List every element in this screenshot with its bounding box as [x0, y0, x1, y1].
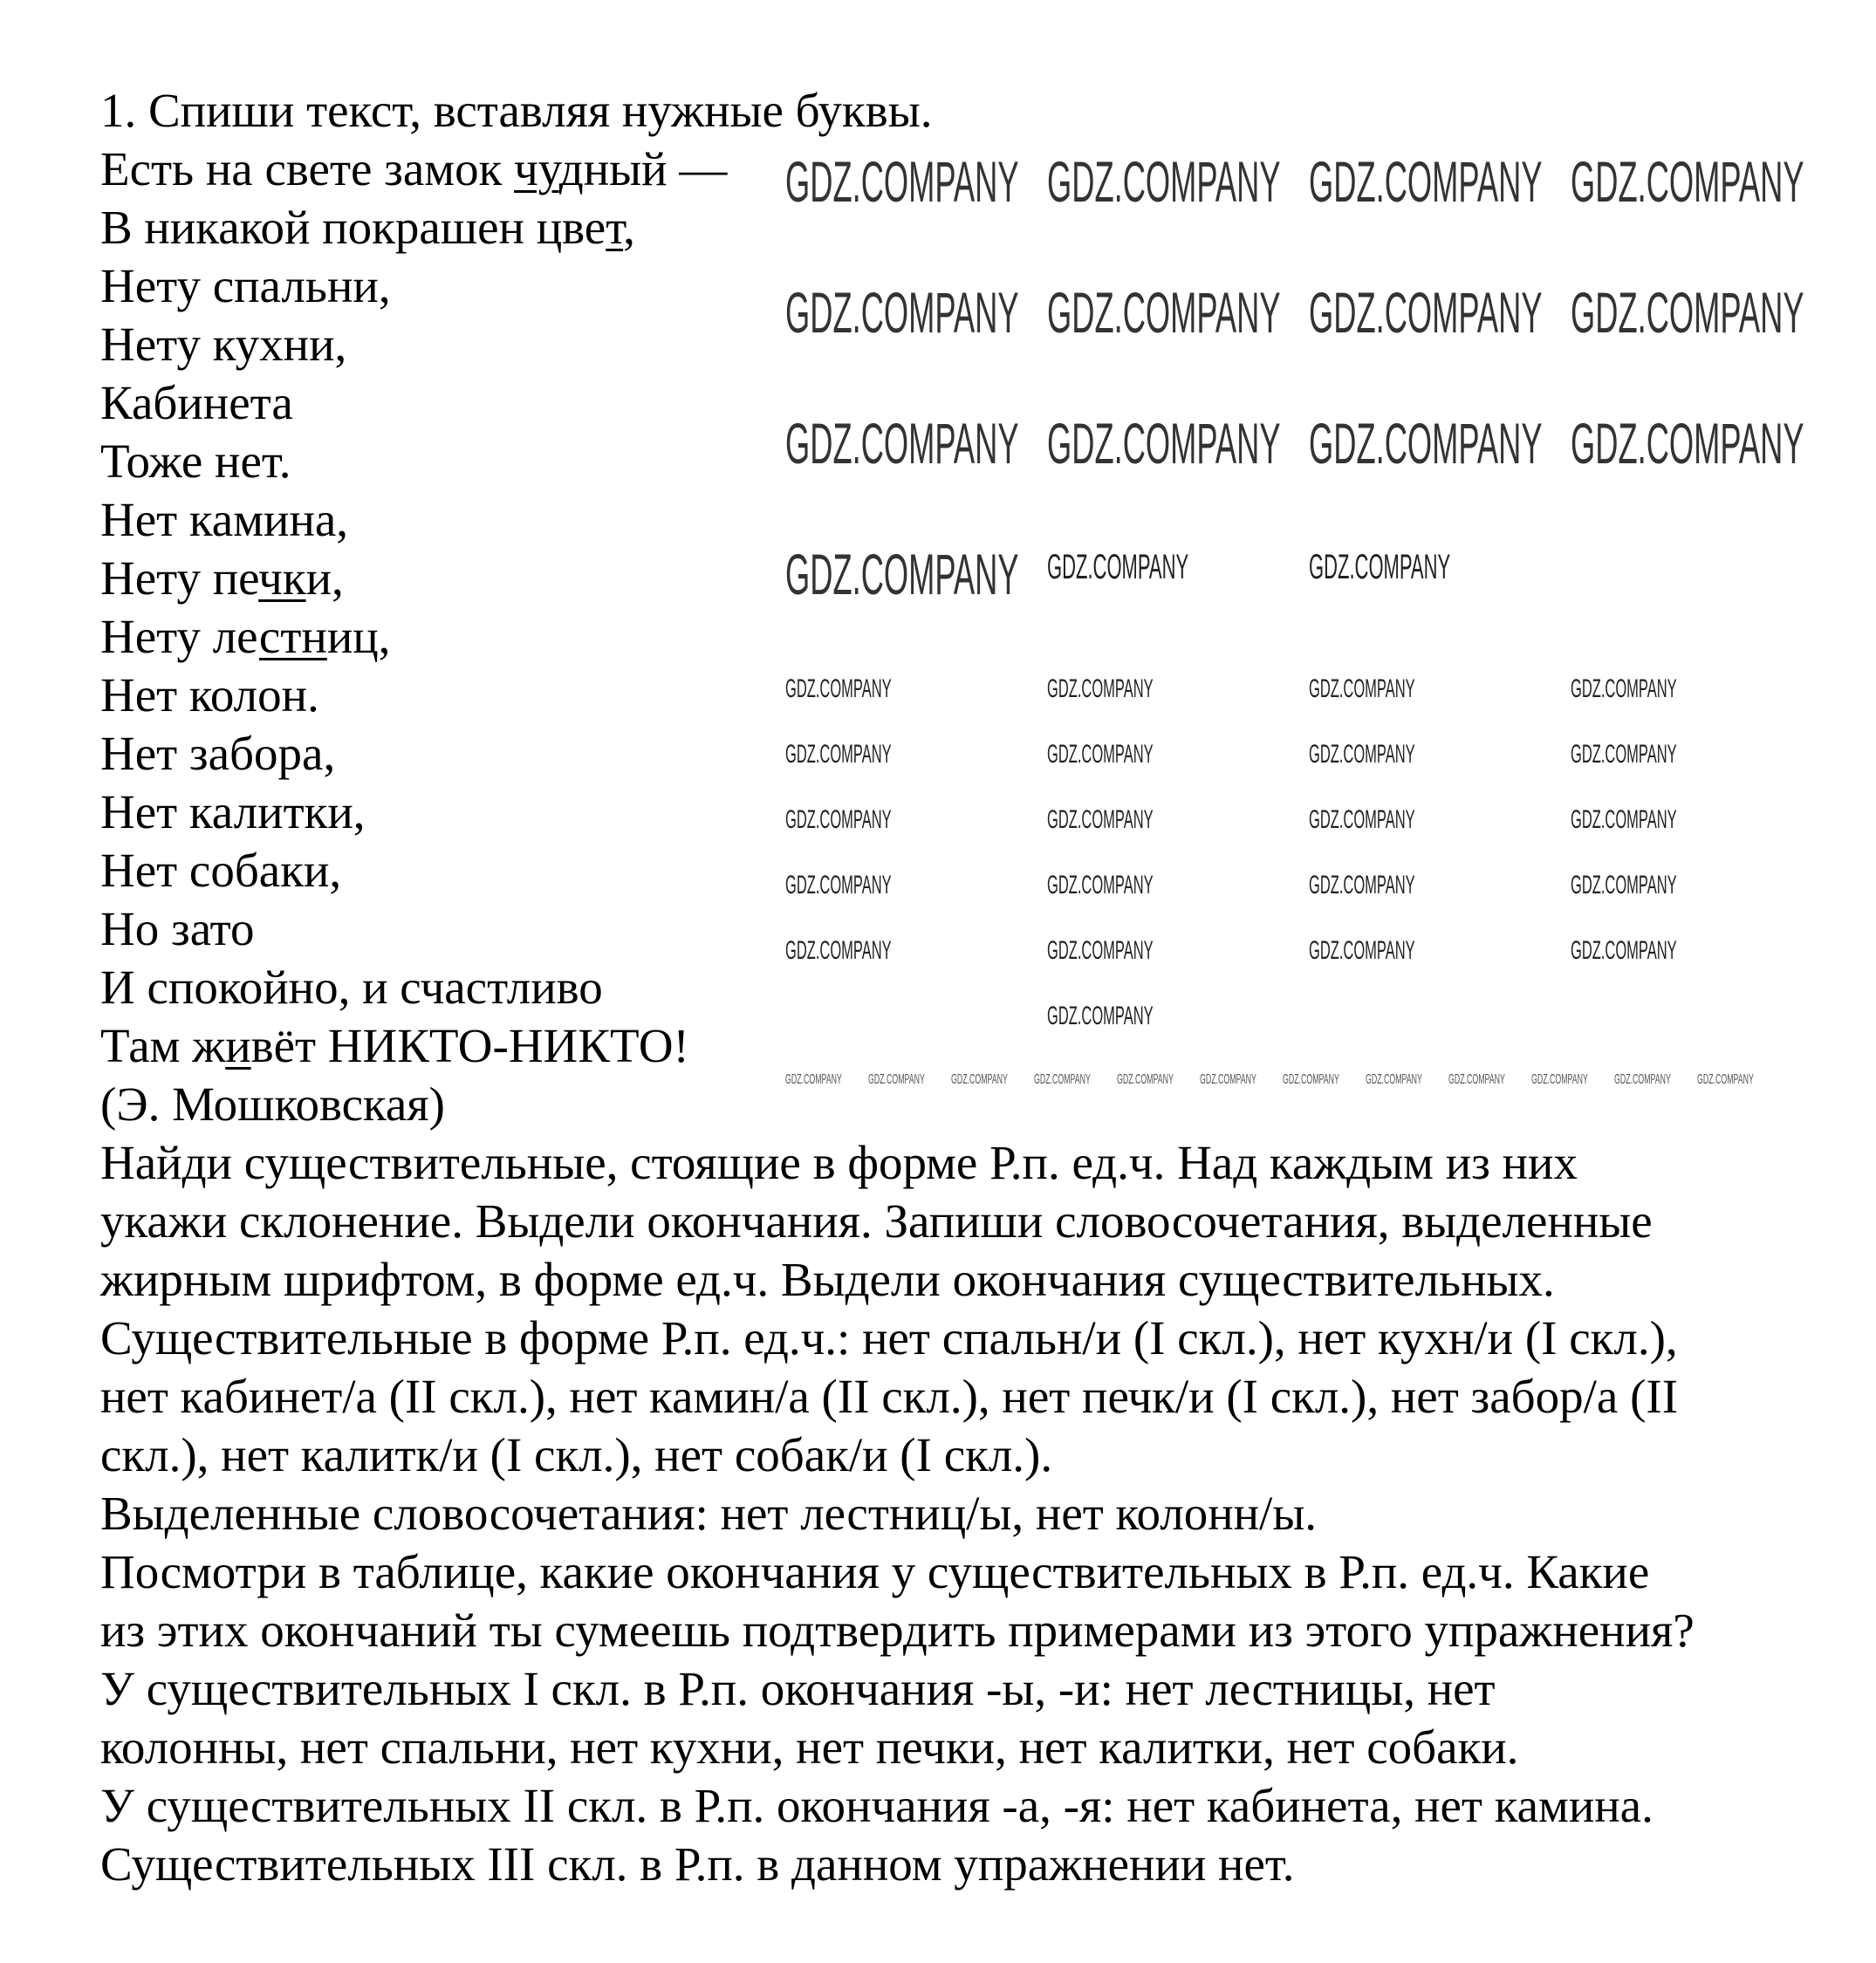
- watermark: GDZ.COMPANY: [951, 1072, 1008, 1087]
- text-line: [100, 1484, 1695, 1542]
- watermark: GDZ.COMPANY: [1309, 805, 1415, 834]
- text-line: [100, 1250, 1695, 1309]
- text-line: [100, 899, 1695, 958]
- text-line: [100, 724, 1695, 783]
- text-line: [100, 1367, 1695, 1426]
- watermark: GDZ.COMPANY: [1571, 411, 1804, 475]
- text-line: [100, 1718, 1695, 1776]
- line-text: нет кабинет/а (II скл.), нет камин/а (II скл.), нет печк/и (I скл.), нет забор/а (II: [100, 1370, 1679, 1423]
- watermark: GDZ.COMPANY: [785, 740, 892, 769]
- watermark: GDZ.COMPANY: [785, 936, 892, 965]
- text-line: [100, 1133, 1695, 1192]
- watermark: GDZ.COMPANY: [1283, 1072, 1339, 1087]
- watermark: GDZ.COMPANY: [1614, 1072, 1671, 1087]
- watermark: GDZ.COMPANY: [785, 411, 1019, 475]
- line-text: жирным шрифтом, в форме ед.ч. Выдели окончания существительных.: [100, 1253, 1555, 1306]
- watermark: GDZ.COMPANY: [1309, 936, 1415, 965]
- underlined-letters: чк: [258, 551, 306, 605]
- exercise-text: [100, 81, 1695, 1893]
- watermark: GDZ.COMPANY: [1697, 1072, 1754, 1087]
- line-text: ,: [623, 201, 635, 254]
- text-line: [100, 1542, 1695, 1601]
- line-text: Нет колон.: [100, 668, 319, 722]
- watermark: GDZ.COMPANY: [1309, 548, 1451, 586]
- watermark: GDZ.COMPANY: [785, 280, 1019, 345]
- watermark: GDZ.COMPANY: [1571, 149, 1804, 214]
- text-line: [100, 1309, 1695, 1367]
- text-line: [100, 1426, 1695, 1484]
- text-line: [100, 81, 1695, 140]
- text-line: [100, 666, 1695, 724]
- underlined-letters: т: [606, 201, 624, 254]
- line-text: дный —: [558, 142, 728, 195]
- watermark: GDZ.COMPANY: [1531, 1072, 1588, 1087]
- line-text: Нету ле: [100, 610, 259, 663]
- watermark: GDZ.COMPANY: [1047, 740, 1154, 769]
- watermark: GDZ.COMPANY: [1366, 1072, 1422, 1087]
- line-text: укажи склонение. Выдели окончания. Запиши словосочетания, выделенные: [100, 1194, 1653, 1248]
- line-text: (Э. Мошковская): [100, 1077, 445, 1131]
- line-text: Нет камина,: [100, 493, 349, 546]
- line-text: 1. Спиши текст, вставляя нужные буквы.: [100, 84, 933, 137]
- watermark: GDZ.COMPANY: [785, 542, 1019, 606]
- line-text: и,: [305, 551, 344, 605]
- watermark: GDZ.COMPANY: [1309, 280, 1543, 345]
- watermark: GDZ.COMPANY: [1571, 805, 1677, 834]
- watermark: GDZ.COMPANY: [1047, 280, 1281, 345]
- watermark: GDZ.COMPANY: [785, 871, 892, 899]
- watermark: GDZ.COMPANY: [1117, 1072, 1174, 1087]
- line-text: В никакой покрашен цве: [100, 201, 606, 254]
- line-text: У существительных II скл. в Р.п. окончания -а, -я: нет кабинета, нет камина.: [100, 1779, 1653, 1832]
- line-text: иц,: [326, 610, 391, 663]
- watermark: GDZ.COMPANY: [1034, 1072, 1091, 1087]
- watermark: GDZ.COMPANY: [1571, 280, 1804, 345]
- watermark: GDZ.COMPANY: [785, 1072, 842, 1087]
- line-text: Нету кухни,: [100, 318, 347, 371]
- watermark: GDZ.COMPANY: [785, 149, 1019, 214]
- watermark: GDZ.COMPANY: [1571, 936, 1677, 965]
- line-text: Посмотри в таблице, какие окончания у существительных в Р.п. ед.ч. Какие: [100, 1545, 1650, 1598]
- underlined-letters: чу: [514, 142, 559, 195]
- line-text: Найди существительные, стоящие в форме Р.п. ед.ч. Над каждым из них: [100, 1136, 1578, 1189]
- watermark: GDZ.COMPANY: [1047, 936, 1154, 965]
- watermark: GDZ.COMPANY: [1571, 871, 1677, 899]
- line-text: Существительные в форме Р.п. ед.ч.: нет спальн/и (I скл.), нет кухн/и (I скл.),: [100, 1311, 1678, 1365]
- text-line: [100, 783, 1695, 841]
- watermark: GDZ.COMPANY: [1047, 411, 1281, 475]
- line-text: Нет собаки,: [100, 844, 342, 897]
- underlined-letters: и: [225, 1019, 251, 1072]
- text-line: [100, 1016, 1695, 1075]
- watermark: GDZ.COMPANY: [1047, 871, 1154, 899]
- text-line: [100, 607, 1695, 666]
- watermark: GDZ.COMPANY: [1309, 740, 1415, 769]
- line-text: Кабинета: [100, 376, 293, 429]
- line-text: И спокойно, и счастливо: [100, 961, 603, 1014]
- watermark: GDZ.COMPANY: [868, 1072, 925, 1087]
- line-text: Там ж: [100, 1019, 226, 1072]
- watermark: GDZ.COMPANY: [1200, 1072, 1256, 1087]
- line-text: У существительных I скл. в Р.п. окончания -ы, -и: нет лестницы, нет: [100, 1662, 1496, 1715]
- line-text: Есть на свете замок: [100, 142, 515, 195]
- line-text: Нету пе: [100, 551, 259, 605]
- watermark: GDZ.COMPANY: [1047, 805, 1154, 834]
- line-text: Нету спальни,: [100, 259, 391, 312]
- line-text: вёт НИКТО-НИКТО!: [250, 1019, 689, 1072]
- watermark: GDZ.COMPANY: [1571, 674, 1677, 703]
- watermark: GDZ.COMPANY: [785, 674, 892, 703]
- text-line: [100, 958, 1695, 1016]
- line-text: Но зато: [100, 902, 255, 955]
- text-line: [100, 1192, 1695, 1250]
- text-line: [100, 1835, 1695, 1893]
- line-text: Нет калитки,: [100, 785, 366, 838]
- watermark: GDZ.COMPANY: [1309, 149, 1543, 214]
- underlined-letters: стн: [258, 610, 327, 663]
- watermark: GDZ.COMPANY: [1047, 1002, 1154, 1030]
- text-line: [100, 490, 1695, 549]
- text-line: [100, 1601, 1695, 1659]
- watermark: GDZ.COMPANY: [1571, 740, 1677, 769]
- line-text: Выделенные словосочетания: нет лестниц/ы, нет колонн/ы.: [100, 1487, 1318, 1540]
- line-text: Нет забора,: [100, 727, 336, 780]
- watermark: GDZ.COMPANY: [1047, 149, 1281, 214]
- text-line: [100, 1659, 1695, 1718]
- watermark: GDZ.COMPANY: [1309, 871, 1415, 899]
- line-text: колонны, нет спальни, нет кухни, нет печки, нет калитки, нет собаки.: [100, 1720, 1519, 1774]
- line-text: скл.), нет калитк/и (I скл.), нет собак/и (I скл.).: [100, 1428, 1053, 1481]
- text-line: [100, 1776, 1695, 1835]
- watermark: GDZ.COMPANY: [785, 805, 892, 834]
- line-text: Существительных III скл. в Р.п. в данном упражнении нет.: [100, 1837, 1295, 1891]
- text-line: [100, 841, 1695, 899]
- line-text: из этих окончаний ты сумеешь подтвердить примерами из этого упражнения?: [100, 1604, 1695, 1657]
- watermark: GDZ.COMPANY: [1309, 411, 1543, 475]
- watermark: GDZ.COMPANY: [1047, 674, 1154, 703]
- watermark: GDZ.COMPANY: [1047, 548, 1189, 586]
- line-text: Тоже нет.: [100, 434, 291, 488]
- watermark: GDZ.COMPANY: [1309, 674, 1415, 703]
- watermark: GDZ.COMPANY: [1448, 1072, 1505, 1087]
